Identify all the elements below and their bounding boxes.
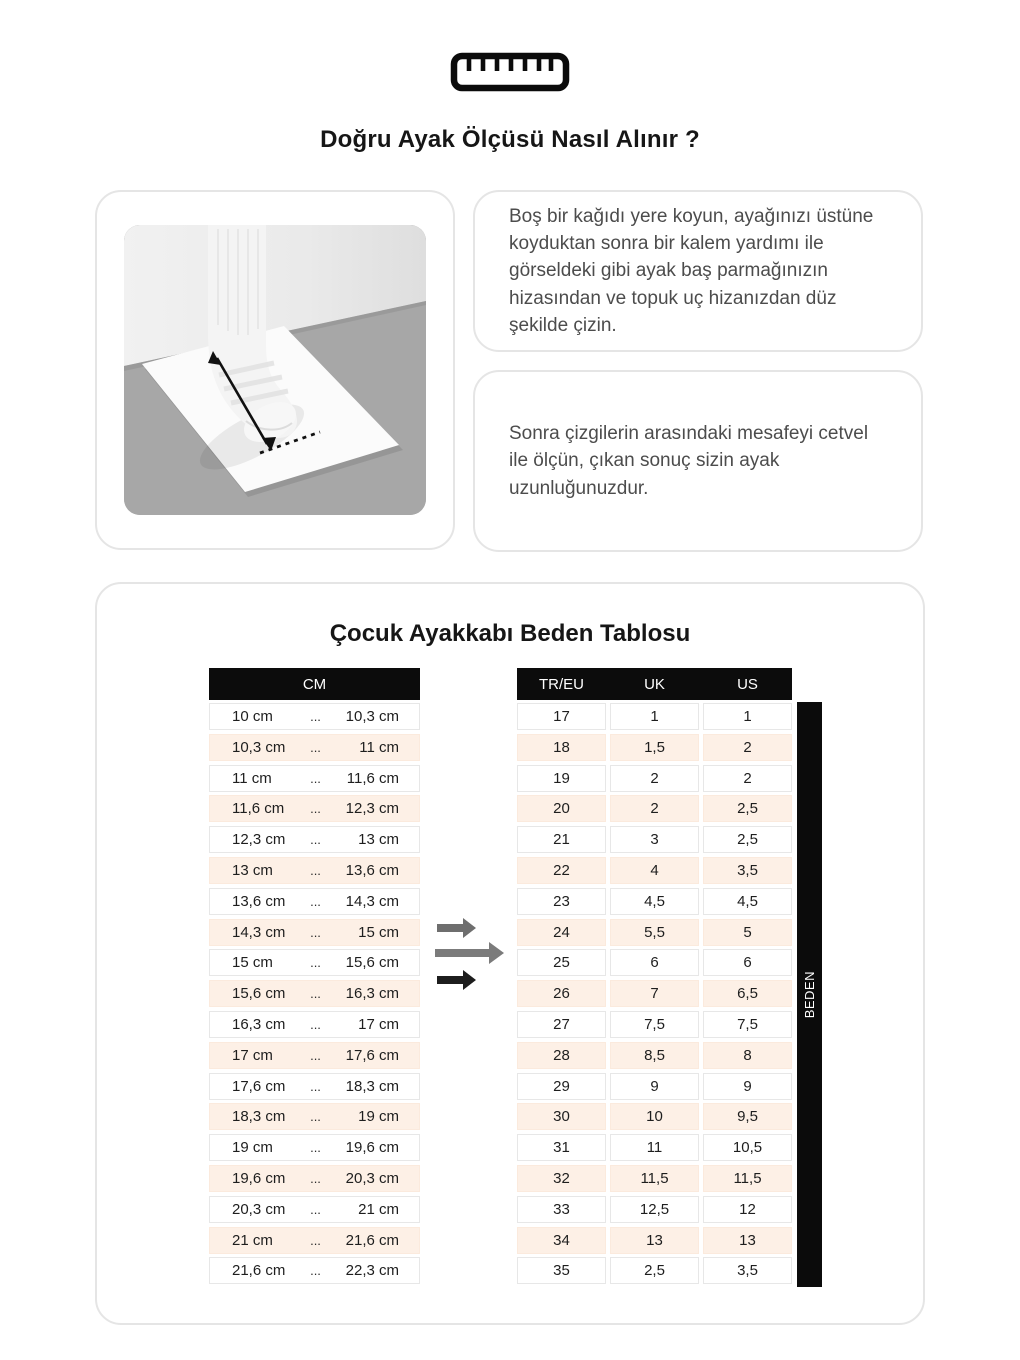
intl-cell: 6 [610, 949, 699, 976]
cm-table-row [209, 980, 420, 1007]
intl-table-row [517, 919, 792, 946]
size-table-card [95, 582, 925, 1325]
intl-cell: 5,5 [610, 919, 699, 946]
intl-table-row [517, 1103, 792, 1130]
size-table-title: Çocuk Ayakkabı Beden Tablosu [329, 620, 691, 647]
intl-cell: 2,5 [703, 795, 792, 822]
intl-cell: 3 [610, 826, 699, 853]
intl-cell: 8,5 [610, 1042, 699, 1069]
intl-cell: 12 [703, 1196, 792, 1223]
beden-side-label: BEDEN [802, 970, 817, 1019]
intl-table-body [517, 703, 792, 1284]
cm-cell: 10 cm [232, 708, 273, 725]
cm-table-row [209, 1196, 420, 1223]
cm-table-row [209, 826, 420, 853]
intl-cell: 20 [517, 795, 606, 822]
intl-header-uk: UK [644, 675, 665, 693]
cm-cell: 18,3 cm [232, 1108, 286, 1126]
intl-cell: 4,5 [610, 888, 699, 915]
cm-cell: 16,3 cm [232, 1015, 286, 1033]
cm-cell: ... [310, 1140, 321, 1156]
cm-cell: 10,3 cm [345, 708, 399, 725]
intl-cell: 7,5 [703, 1011, 792, 1038]
intl-cell: 25 [517, 949, 606, 976]
intl-cell: 1 [610, 703, 699, 730]
intl-table-row [517, 1257, 792, 1284]
intl-table-row [517, 1042, 792, 1069]
intl-cell: 9,5 [703, 1103, 792, 1130]
cm-cell: 14,3 cm [345, 892, 399, 910]
ruler-icon [0, 52, 1020, 92]
foot-measure-photo [124, 225, 426, 515]
cm-cell: 17,6 cm [345, 1046, 399, 1064]
intl-size-table [517, 668, 792, 1288]
photo-card [95, 190, 455, 550]
instruction-card-1 [473, 190, 923, 352]
cm-cell: 11 cm [359, 738, 399, 756]
cm-table-body [209, 703, 420, 1284]
intl-header-us: US [737, 675, 758, 693]
intl-cell: 2,5 [703, 826, 792, 853]
intl-table-row [517, 1011, 792, 1038]
intl-table-row [517, 1196, 792, 1223]
intl-table-row [517, 826, 792, 853]
cm-table-row [209, 1257, 420, 1284]
cm-table-row [209, 734, 420, 761]
cm-cell: ... [310, 770, 321, 786]
intl-cell: 21 [517, 826, 606, 853]
intl-cell: 26 [517, 980, 606, 1007]
cm-table-row [209, 795, 420, 822]
cm-cell: 10,3 cm [232, 738, 286, 756]
intl-table-row [517, 857, 792, 884]
intl-cell: 29 [517, 1073, 606, 1100]
cm-table-row [209, 1073, 420, 1100]
cm-table [209, 668, 420, 1288]
cm-cell: ... [310, 893, 321, 909]
cm-cell: 21 cm [358, 1200, 399, 1218]
cm-cell: ... [310, 862, 321, 878]
intl-cell: 3,5 [703, 1257, 792, 1284]
page-title: Doğru Ayak Ölçüsü Nasıl Alınır ? [320, 126, 700, 153]
intl-cell: 1 [703, 703, 792, 730]
intl-table-row [517, 1165, 792, 1192]
cm-table-row [209, 949, 420, 976]
intl-cell: 22 [517, 857, 606, 884]
cm-cell: 13,6 cm [345, 861, 399, 879]
intl-cell: 23 [517, 888, 606, 915]
instruction-step-2: Sonra çizgilerin arasındaki mesafeyi cetvel ile ölçün, çıkan sonuç sizin ayak uzunluğunuzdur. [509, 423, 869, 499]
cm-cell: 20,3 cm [232, 1200, 286, 1218]
cm-cell: 17 cm [232, 1046, 273, 1064]
cm-cell: ... [310, 1201, 321, 1217]
cm-cell: 17,6 cm [232, 1077, 286, 1095]
cm-cell: 13 cm [358, 831, 399, 849]
cm-table-row [209, 1165, 420, 1192]
intl-cell: 34 [517, 1227, 606, 1254]
intl-cell: 10 [610, 1103, 699, 1130]
cm-cell: 20,3 cm [345, 1169, 399, 1187]
cm-cell: ... [310, 739, 321, 755]
intl-cell: 2,5 [610, 1257, 699, 1284]
cm-cell: 21,6 cm [345, 1231, 399, 1249]
cm-cell: 14,3 cm [232, 923, 286, 941]
intl-cell: 28 [517, 1042, 606, 1069]
cm-cell: 19 cm [358, 1108, 399, 1126]
intl-cell: 19 [517, 765, 606, 792]
cm-cell: 12,3 cm [232, 831, 286, 849]
intl-cell: 5 [703, 919, 792, 946]
beden-side-bar [797, 702, 822, 1287]
cm-cell: 13,6 cm [232, 892, 286, 910]
intl-cell: 13 [703, 1227, 792, 1254]
cm-cell: 11 cm [232, 769, 272, 787]
intl-cell: 4 [610, 857, 699, 884]
cm-cell: 21 cm [232, 1231, 273, 1249]
cm-table-row [209, 1042, 420, 1069]
cm-cell: ... [310, 801, 321, 817]
intl-cell: 9 [610, 1073, 699, 1100]
cm-cell: 15,6 cm [345, 954, 399, 972]
cm-cell: 16,3 cm [345, 985, 399, 1003]
intl-cell: 2 [703, 734, 792, 761]
cm-cell: 17 cm [358, 1015, 399, 1033]
intl-cell: 10,5 [703, 1134, 792, 1161]
intl-table-row [517, 949, 792, 976]
intl-cell: 30 [517, 1103, 606, 1130]
cm-cell: ... [310, 1047, 321, 1063]
cm-cell: ... [310, 986, 321, 1002]
cm-table-header: CM [209, 668, 420, 700]
cm-cell: 19,6 cm [232, 1169, 286, 1187]
intl-table-row [517, 888, 792, 915]
cm-cell: ... [310, 1109, 321, 1125]
intl-header-tr-eu: TR/EU [539, 675, 584, 693]
cm-cell: ... [310, 709, 321, 724]
intl-cell: 35 [517, 1257, 606, 1284]
intl-cell: 7,5 [610, 1011, 699, 1038]
intl-table-row [517, 765, 792, 792]
cm-cell: ... [310, 924, 321, 940]
intl-cell: 6,5 [703, 980, 792, 1007]
intl-cell: 4,5 [703, 888, 792, 915]
intl-cell: 1,5 [610, 734, 699, 761]
intl-cell: 11,5 [703, 1165, 792, 1192]
intl-cell: 2 [610, 795, 699, 822]
cm-table-row [209, 919, 420, 946]
intl-cell: 7 [610, 980, 699, 1007]
intl-cell: 12,5 [610, 1196, 699, 1223]
transfer-arrows-icon [435, 916, 505, 997]
intl-table-row [517, 980, 792, 1007]
intl-cell: 6 [703, 949, 792, 976]
intl-cell: 9 [703, 1073, 792, 1100]
cm-cell: ... [310, 1263, 321, 1279]
instruction-step-1: Boş bir kağıdı yere koyun, ayağınızı üstüne koyduktan sonra bir kalem yardımı ile görseldeki gibi ayak baş parmağınızın hizasından ve topuk uç hizanızdan düz şekilde çizin. [509, 206, 874, 336]
intl-table-row [517, 795, 792, 822]
intl-cell: 13 [610, 1227, 699, 1254]
cm-table-row [209, 765, 420, 792]
cm-cell: ... [310, 1078, 321, 1094]
instruction-card-2 [473, 370, 923, 552]
intl-table-row [517, 734, 792, 761]
intl-cell: 18 [517, 734, 606, 761]
cm-cell: ... [310, 1170, 321, 1186]
cm-table-row [209, 888, 420, 915]
cm-cell: 22,3 cm [345, 1262, 399, 1280]
cm-table-row [209, 857, 420, 884]
intl-cell: 2 [610, 765, 699, 792]
intl-cell: 3,5 [703, 857, 792, 884]
cm-cell: 15 cm [232, 954, 273, 972]
intl-cell: 11,5 [610, 1165, 699, 1192]
intl-cell: 2 [703, 765, 792, 792]
cm-cell: ... [310, 1016, 321, 1032]
cm-cell: ... [310, 955, 321, 971]
intl-table-row [517, 1134, 792, 1161]
cm-cell: 21,6 cm [232, 1262, 286, 1280]
intl-table-row [517, 703, 792, 730]
cm-table-row [209, 1011, 420, 1038]
cm-cell: 11,6 cm [232, 800, 285, 818]
intl-cell: 33 [517, 1196, 606, 1223]
cm-table-row [209, 1227, 420, 1254]
intl-cell: 8 [703, 1042, 792, 1069]
cm-cell: 19 cm [232, 1139, 273, 1157]
cm-cell: ... [310, 832, 321, 848]
intl-cell: 11 [610, 1134, 699, 1161]
cm-cell: 12,3 cm [345, 800, 399, 818]
cm-cell: 11,6 cm [346, 769, 399, 787]
intl-table-header [517, 668, 792, 700]
cm-table-row [209, 703, 420, 730]
cm-cell: 15 cm [358, 923, 399, 941]
cm-table-row [209, 1103, 420, 1130]
intl-cell: 32 [517, 1165, 606, 1192]
intl-cell: 24 [517, 919, 606, 946]
intl-table-row [517, 1073, 792, 1100]
cm-cell: 18,3 cm [345, 1077, 399, 1095]
intl-cell: 31 [517, 1134, 606, 1161]
cm-cell: ... [310, 1232, 321, 1248]
intl-table-row [517, 1227, 792, 1254]
cm-cell: 15,6 cm [232, 985, 286, 1003]
cm-cell: 13 cm [232, 861, 273, 879]
cm-table-row [209, 1134, 420, 1161]
intl-cell: 27 [517, 1011, 606, 1038]
cm-cell: 19,6 cm [345, 1139, 399, 1157]
intl-cell: 17 [517, 703, 606, 730]
